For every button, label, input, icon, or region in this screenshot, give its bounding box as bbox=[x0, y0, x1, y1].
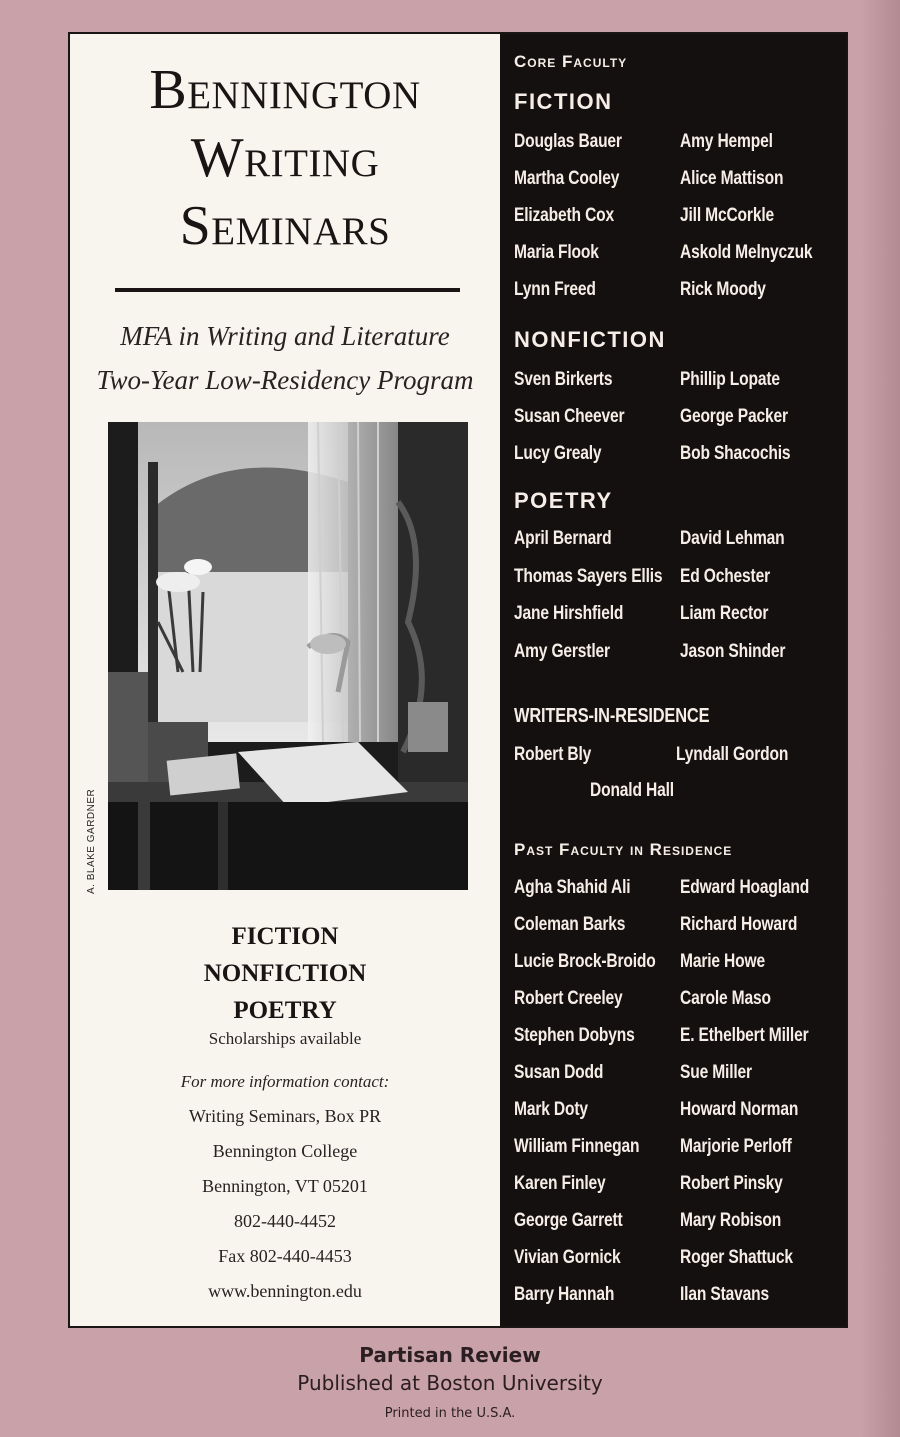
faculty-name: Ed Ochester bbox=[680, 566, 770, 587]
resident-name: Robert Bly bbox=[514, 744, 592, 765]
phone-number: 802-440-4452 bbox=[234, 1211, 336, 1231]
past-faculty-name: Howard Norman bbox=[680, 1099, 799, 1120]
faculty-name: Douglas Bauer bbox=[514, 131, 622, 152]
faculty-name: Phillip Lopate bbox=[680, 369, 780, 390]
title-line: Bennington bbox=[149, 59, 421, 121]
photo-illustration bbox=[108, 422, 468, 890]
advertisement bbox=[68, 32, 848, 1328]
writers-in-residence-heading: WRITERS-IN-RESIDENCE bbox=[514, 705, 710, 727]
ad-title bbox=[70, 56, 500, 260]
faculty-name: Susan Cheever bbox=[514, 406, 625, 427]
faculty-name: Bob Shacochis bbox=[680, 443, 791, 464]
past-faculty-name: Coleman Barks bbox=[514, 914, 626, 935]
ad-right-panel bbox=[500, 34, 846, 1326]
past-faculty-name: Ilan Stavans bbox=[680, 1284, 769, 1305]
past-faculty-name: George Garrett bbox=[514, 1210, 623, 1231]
faculty-name: Askold Melnyczuk bbox=[680, 242, 813, 263]
subtitle-line: MFA in Writing and Literature bbox=[120, 321, 450, 351]
page-edge-shadow bbox=[860, 0, 900, 1437]
faculty-name: Lucy Grealy bbox=[514, 443, 602, 464]
faculty-name: Thomas Sayers Ellis bbox=[514, 566, 663, 587]
faculty-name: Maria Flook bbox=[514, 242, 599, 263]
title-divider bbox=[115, 288, 460, 292]
past-faculty-name: Stephen Dobyns bbox=[514, 1025, 635, 1046]
genre-item: NONFICTION bbox=[203, 960, 367, 987]
program-subtitle bbox=[70, 314, 500, 402]
past-faculty-name: Mark Doty bbox=[514, 1099, 588, 1120]
faculty-name: Amy Hempel bbox=[680, 131, 773, 152]
faculty-name: Liam Rector bbox=[680, 603, 769, 624]
address-line: Writing Seminars, Box PR bbox=[188, 1106, 382, 1126]
past-faculty-name: Robert Pinsky bbox=[680, 1173, 783, 1194]
faculty-name: Amy Gerstler bbox=[514, 641, 610, 662]
title-line: Writing bbox=[190, 127, 380, 189]
address-line: Bennington, VT 05201 bbox=[202, 1176, 368, 1196]
past-faculty-name: Marjorie Perloff bbox=[680, 1136, 792, 1157]
genres-list bbox=[70, 918, 500, 1029]
resident-name: Donald Hall bbox=[590, 780, 674, 801]
past-faculty-name: Richard Howard bbox=[680, 914, 798, 935]
faculty-name: Elizabeth Cox bbox=[514, 205, 615, 226]
faculty-name: Jason Shinder bbox=[680, 641, 786, 662]
past-faculty-name: William Finnegan bbox=[514, 1136, 640, 1157]
faculty-name: Sven Birkerts bbox=[514, 369, 613, 390]
faculty-name: April Bernard bbox=[514, 528, 612, 549]
past-faculty-name: Mary Robison bbox=[680, 1210, 782, 1231]
faculty-name: Lynn Freed bbox=[514, 279, 596, 300]
contact-prompt: For more information contact: bbox=[180, 1072, 390, 1091]
title-line: Seminars bbox=[179, 195, 391, 257]
fiction-heading: FICTION bbox=[514, 89, 613, 114]
address-line: Bennington College bbox=[212, 1141, 358, 1161]
photo-credit: A. BLAKE GARDNER bbox=[86, 788, 97, 894]
past-faculty-name: Roger Shattuck bbox=[680, 1247, 793, 1268]
subtitle-line: Two-Year Low-Residency Program bbox=[96, 365, 474, 395]
past-faculty-heading: Past Faculty in Residence bbox=[514, 840, 733, 859]
website-url: www.bennington.edu bbox=[208, 1281, 362, 1301]
faculty-name: Rick Moody bbox=[680, 279, 766, 300]
faculty-name: Jane Hirshfield bbox=[514, 603, 624, 624]
past-faculty-name: Karen Finley bbox=[514, 1173, 606, 1194]
scholarships-note: Scholarships available bbox=[208, 1029, 362, 1048]
fax-number: Fax 802-440-4453 bbox=[218, 1246, 352, 1266]
genre-item: POETRY bbox=[233, 997, 337, 1024]
past-faculty-name: Susan Dodd bbox=[514, 1062, 604, 1083]
past-faculty-name: Sue Miller bbox=[680, 1062, 752, 1083]
genre-item: FICTION bbox=[231, 923, 339, 950]
past-faculty-name: Agha Shahid Ali bbox=[514, 877, 631, 898]
past-faculty-name: E. Ethelbert Miller bbox=[680, 1025, 809, 1046]
poetry-heading: POETRY bbox=[514, 488, 613, 513]
past-faculty-name: Carole Maso bbox=[680, 988, 771, 1009]
nonfiction-heading: NONFICTION bbox=[514, 327, 666, 352]
core-faculty-heading: Core Faculty bbox=[514, 52, 628, 71]
faculty-name: Martha Cooley bbox=[514, 168, 620, 189]
faculty-name: Jill McCorkle bbox=[680, 205, 774, 226]
faculty-name: David Lehman bbox=[680, 528, 785, 549]
journal-name: Partisan Review bbox=[359, 1343, 541, 1367]
faculty-name: Alice Mattison bbox=[680, 168, 784, 189]
ad-left-panel bbox=[70, 34, 500, 1326]
past-faculty-name: Barry Hannah bbox=[514, 1284, 615, 1305]
past-faculty-name: Edward Hoagland bbox=[680, 877, 810, 898]
window-desk-photo bbox=[108, 422, 468, 890]
printed-note: Printed in the U.S.A. bbox=[384, 1406, 516, 1421]
resident-name: Lyndall Gordon bbox=[676, 744, 789, 765]
contact-block bbox=[70, 1024, 500, 1309]
past-faculty-name: Lucie Brock-Broido bbox=[514, 951, 656, 972]
past-faculty-name: Robert Creeley bbox=[514, 988, 623, 1009]
past-faculty-name: Vivian Gornick bbox=[514, 1247, 621, 1268]
past-faculty-name: Marie Howe bbox=[680, 951, 765, 972]
faculty-name: George Packer bbox=[680, 406, 788, 427]
publisher-line: Published at Boston University bbox=[297, 1371, 603, 1395]
